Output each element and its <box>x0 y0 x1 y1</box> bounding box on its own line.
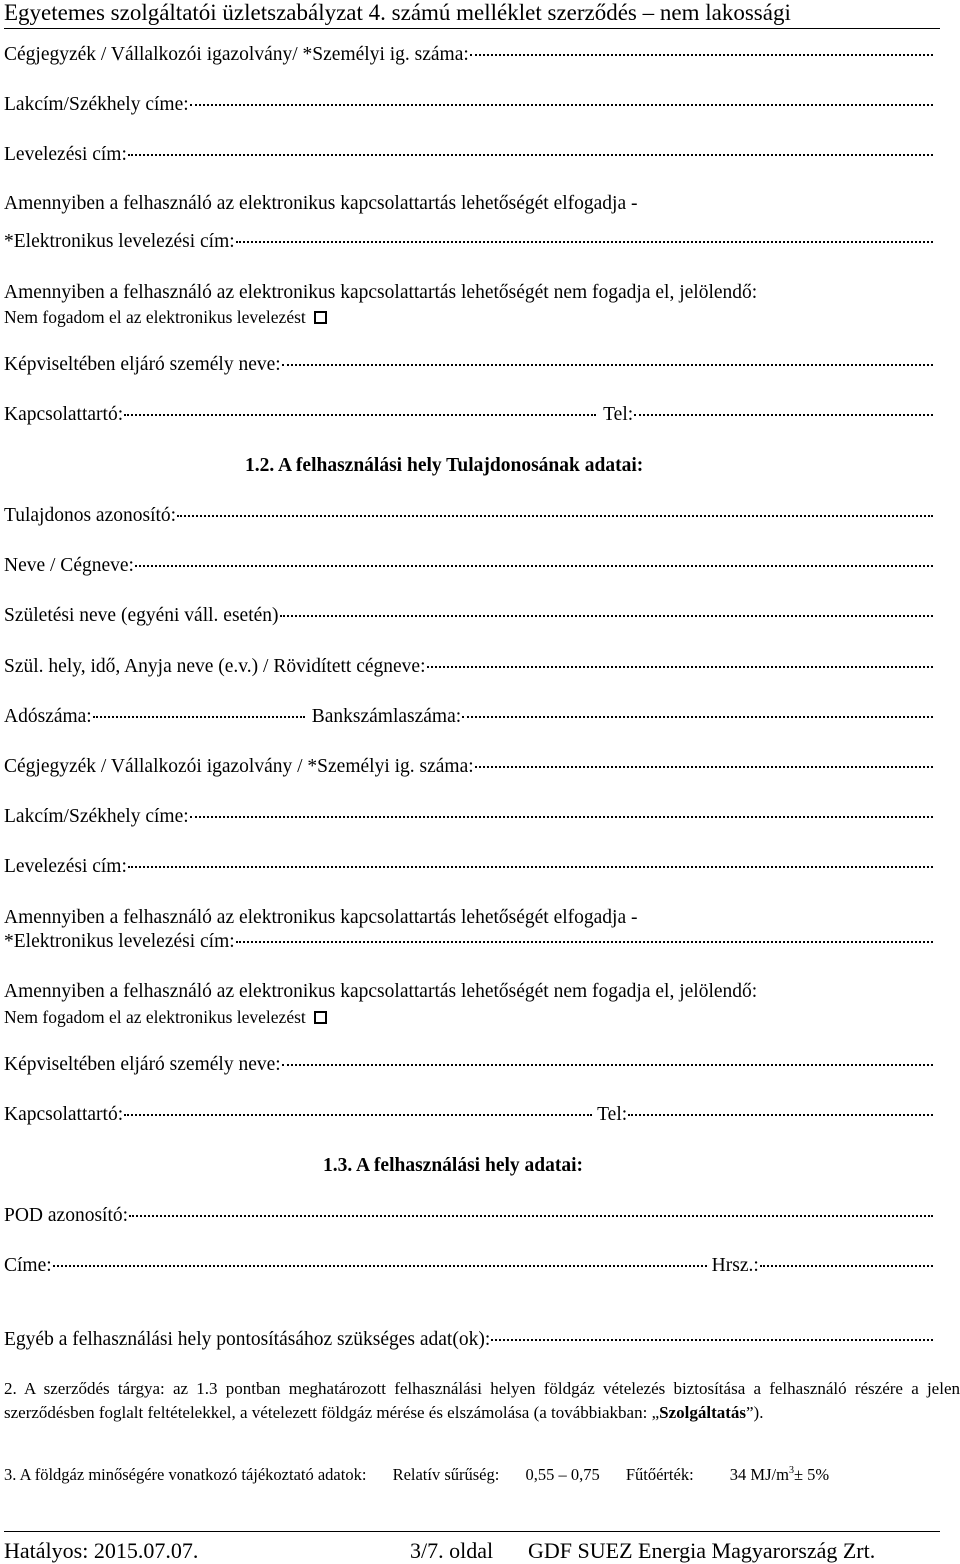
owner-lakcim-field[interactable] <box>4 806 934 828</box>
owner-szul-hely-field[interactable] <box>4 656 934 678</box>
futoertek-number: 34 MJ/m <box>729 1464 789 1484</box>
fill-line <box>282 1063 933 1066</box>
hrsz-label: Hrsz.: <box>711 1255 759 1276</box>
field-label: Adószáma: <box>4 706 92 727</box>
fill-line <box>53 1264 707 1267</box>
fill-line <box>129 1214 933 1217</box>
field-label: POD azonosító: <box>4 1205 129 1226</box>
field-label: Kapcsolattartó: <box>4 404 124 425</box>
user-lakcim-field[interactable] <box>4 94 934 116</box>
user-nem-fogadom-option[interactable] <box>4 306 327 328</box>
field-label: Képviseltében eljáró személy neve: <box>4 354 281 375</box>
checkbox[interactable] <box>314 1011 327 1024</box>
field-label: Tulajdonos azonosító: <box>4 505 177 526</box>
header-title: Egyetemes szolgáltatói üzletszabályzat 4. számú melléklet szerződés – nem lakossági <box>4 0 791 25</box>
footer-divider <box>4 1531 940 1532</box>
footer-hatalyos: Hatályos: 2015.07.07. <box>4 1538 199 1563</box>
place-section-heading: 1.3. A felhasználási hely adatai: <box>323 1155 584 1176</box>
owner-azonosito-field[interactable] <box>4 505 934 527</box>
owner-levelezesi-field[interactable] <box>4 856 934 878</box>
field-label: Lakcím/Székhely címe: <box>4 806 189 827</box>
futoertek-value <box>730 1460 829 1486</box>
paragraph-bold-term: Szolgáltatás <box>659 1403 747 1422</box>
field-label: Levelezési cím: <box>4 144 127 165</box>
user-nem-fogadja-text: Amennyiben a felhasználó az elektronikus kapcsolattartás lehetőségét nem fogadja el, jelölendő: <box>4 282 758 303</box>
fill-line <box>282 363 933 366</box>
option-label: Nem fogadom el az elektronikus levelezést <box>4 307 306 327</box>
fill-line <box>470 53 933 56</box>
user-elektronikus-cim-field[interactable] <box>4 231 934 253</box>
futoertek-exponent: 3 <box>788 1465 794 1476</box>
owner-szuletesi-field[interactable] <box>4 605 934 627</box>
owner-elektronikus-cim-field[interactable] <box>4 931 934 953</box>
fill-line <box>128 153 933 156</box>
owner-elfogadja-text: Amennyiben a felhasználó az elektronikus kapcsolattartás lehetőségét elfogadja - <box>4 907 638 928</box>
relativ-label: Relatív sűrűség: <box>392 1464 500 1484</box>
fill-line <box>760 1264 933 1267</box>
owner-kapcsolattarto-field[interactable] <box>4 1104 934 1126</box>
fill-line <box>128 865 933 868</box>
user-kapcsolattarto-field[interactable] <box>4 404 934 426</box>
fill-line <box>427 665 934 668</box>
field-label: *Elektronikus levelezési cím: <box>4 931 235 952</box>
place-pod-field[interactable] <box>4 1205 934 1227</box>
owner-cegjegyzek-field[interactable] <box>4 756 934 778</box>
user-levelezesi-field[interactable] <box>4 144 934 166</box>
footer-company: GDF SUEZ Energia Magyarország Zrt. <box>528 1538 876 1563</box>
fill-line <box>628 1113 933 1116</box>
footer-page-number: 3/7. oldal <box>410 1538 494 1563</box>
place-cime-field[interactable] <box>4 1255 934 1277</box>
fill-line <box>177 514 933 517</box>
field-label: Neve / Cégneve: <box>4 555 134 576</box>
user-cegjegyzek-field[interactable] <box>4 44 934 66</box>
owner-adoszam-field[interactable] <box>4 706 934 728</box>
fill-line <box>93 715 305 718</box>
quality-label: 3. A földgáz minőségére vonatkozó tájékoztató adatok: <box>4 1464 367 1484</box>
field-label: Képviseltében eljáró személy neve: <box>4 1054 281 1075</box>
field-label: Levelezési cím: <box>4 856 127 877</box>
field-label: Cégjegyzék / Vállalkozói igazolvány/ *Személyi ig. száma: <box>4 44 469 65</box>
fill-line <box>124 413 596 416</box>
field-label: Születési neve (egyéni váll. esetén) <box>4 605 279 626</box>
fill-line <box>462 715 933 718</box>
place-egyeb-field[interactable] <box>4 1329 934 1351</box>
fill-line <box>236 240 933 243</box>
checkbox[interactable] <box>314 311 327 324</box>
bankszamla-label: Bankszámlaszáma: <box>311 706 462 727</box>
paragraph-text: 2. A szerződés tárgya: az 1.3 pontban meghatározott felhasználási helyen földgáz vételezés biztosítása a felhasználó részére a jelen szerződésben foglalt feltételekkel, a vételezett földgáz mérése és elszámolása (a továbbiakban: „ <box>4 1379 960 1422</box>
fill-line <box>475 765 933 768</box>
fill-line <box>124 1113 592 1116</box>
owner-kepviselo-field[interactable] <box>4 1054 934 1076</box>
user-elfogadja-text: Amennyiben a felhasználó az elektronikus kapcsolattartás lehetőségét elfogadja - <box>4 193 638 214</box>
fill-line <box>491 1338 933 1341</box>
user-kepviselo-field[interactable] <box>4 354 934 376</box>
futoertek-label: Fűtőérték: <box>625 1464 694 1484</box>
futoertek-tolerance: ± 5% <box>793 1464 830 1484</box>
owner-nem-fogadja-text: Amennyiben a felhasználó az elektronikus kapcsolattartás lehetőségét nem fogadja el, jelölendő: <box>4 981 758 1002</box>
paragraph-text-end: ”). <box>746 1403 764 1422</box>
field-label: Lakcím/Székhely címe: <box>4 94 189 115</box>
field-label: Szül. hely, idő, Anyja neve (e.v.) / Rövidített cégneve: <box>4 656 426 677</box>
gas-quality-row <box>4 1460 829 1486</box>
fill-line <box>236 940 933 943</box>
field-label: Kapcsolattartó: <box>4 1104 124 1125</box>
fill-line <box>135 564 933 567</box>
field-label: Címe: <box>4 1255 52 1276</box>
relativ-value: 0,55 – 0,75 <box>525 1464 600 1484</box>
owner-neve-field[interactable] <box>4 555 934 577</box>
field-label: Cégjegyzék / Vállalkozói igazolvány / *Személyi ig. száma: <box>4 756 474 777</box>
fill-line <box>190 103 933 106</box>
tel-label: Tel: <box>597 1104 628 1125</box>
document-header <box>4 0 940 29</box>
fill-line <box>634 413 933 416</box>
owner-nem-fogadom-option[interactable] <box>4 1006 327 1028</box>
field-label: *Elektronikus levelezési cím: <box>4 231 235 252</box>
fill-line <box>190 815 933 818</box>
option-label: Nem fogadom el az elektronikus levelezést <box>4 1007 306 1027</box>
owner-section-heading: 1.2. A felhasználási hely Tulajdonosának adatai: <box>245 455 644 476</box>
contract-subject-paragraph <box>4 1377 960 1425</box>
fill-line <box>280 614 933 617</box>
field-label: Egyéb a felhasználási hely pontosításához szükséges adat(ok): <box>4 1329 491 1350</box>
tel-label: Tel: <box>603 404 634 425</box>
